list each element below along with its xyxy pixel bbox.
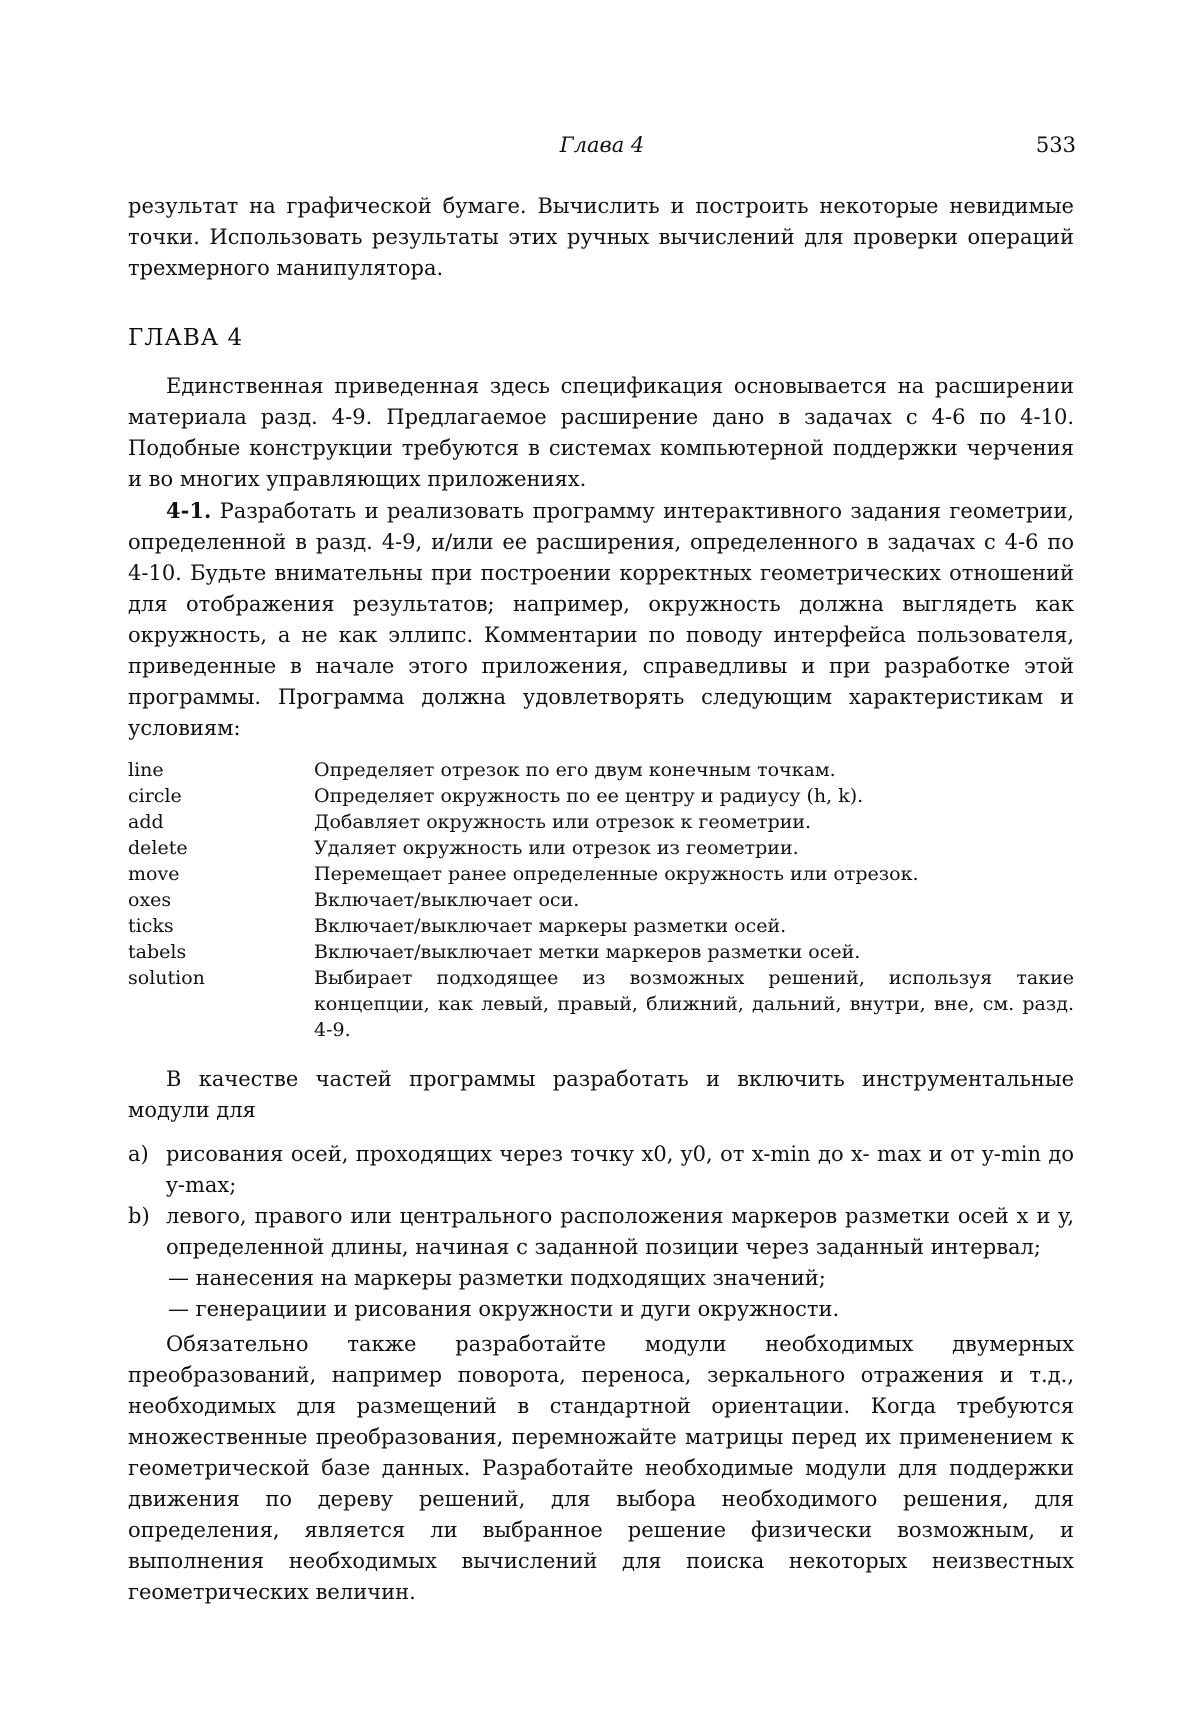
spec-paragraph: Единственная приведенная здесь спецификация основывается на расширении материала разд. 4-9. Предлагаемое расширение дано в задачах с 4-6 по 4-10. Подобные конструкции требуются в системах компьютерной поддержки черчения и во многих управляющих приложениях. (128, 374, 1074, 491)
command-description: Включает/выключает маркеры разметки осей. (314, 915, 787, 937)
table-row (128, 835, 1074, 861)
command-description: Удаляет окружность или отрезок из геометрии. (314, 837, 799, 859)
command-description: Добавляет окружность или отрезок к геометрии. (314, 811, 812, 833)
running-title: Глава 4 (559, 133, 645, 157)
table-row (128, 757, 1074, 783)
table-row (128, 965, 1074, 1043)
list-item-a (128, 1139, 1074, 1201)
table-row (128, 861, 1074, 887)
command-name: tabels (128, 941, 187, 963)
list-item-b (128, 1201, 1074, 1263)
page-number: 533 (1035, 133, 1076, 157)
command-name: solution (128, 967, 205, 989)
command-name: delete (128, 837, 188, 859)
table-row (128, 809, 1074, 835)
module-list (128, 1139, 1074, 1325)
chapter-heading: ГЛАВА 4 (128, 325, 244, 351)
command-name: line (128, 759, 164, 781)
command-description: Определяет отрезок по его двум конечным точкам. (314, 759, 836, 781)
intro-text: результат на графической бумаге. Вычислить и построить некоторые невидимые точки. Использовать результаты этих ручных вычислений для проверки операций трехмерного манипулятора. (128, 194, 1074, 280)
modules-text: В качестве частей программы разработать и включить инструментальные модули для (128, 1067, 1074, 1122)
command-description: Включает/выключает оси. (314, 889, 580, 911)
table-row (128, 913, 1074, 939)
exercise-paragraph (128, 495, 1074, 744)
running-header (128, 130, 1076, 160)
table-row (128, 783, 1074, 809)
intro-paragraph (128, 191, 1074, 284)
commands-table (128, 757, 1074, 1043)
list-text-b: левого, правого или центрального расположения маркеров разметки осей x и y, определенной длины, начиная с заданной позиции через заданный интервал; (166, 1204, 1074, 1259)
command-description: Включает/выключает метки маркеров разметки осей. (314, 941, 861, 963)
table-row (128, 887, 1074, 913)
list-text-a: рисования осей, проходящих через точку x0, y0, от x-min до x- max и от y-min до y-max; (166, 1142, 1074, 1197)
command-description: Выбирает подходящее из возможных решений, используя такие концепции, как левый, правый, ближний, дальний, внутри, вне, см. разд. 4-9. (314, 967, 1074, 1041)
command-name: oxes (128, 889, 172, 911)
list-label-a: a) (128, 1142, 149, 1166)
command-description: Определяет окружность по ее центру и радиусу (h, k). (314, 785, 864, 807)
command-name: ticks (128, 915, 174, 937)
exercise-text: Разработать и реализовать программу интерактивного задания геометрии, определенной в разд. 4-9, и/или ее расширения, определенного в задачах с 4-6 по 4-10. Будьте внимательны при построении корректных геометрических отношений для отображения результатов; например, окружность должна выглядеть как окружность, а не как эллипс. Комментарии по поводу интерфейса пользователя, приведенные в начале этого приложения, справедливы и при разработке этой программы. Программа должна удовлетворять следующим характеристикам и условиям: (128, 499, 1074, 740)
command-name: move (128, 863, 180, 885)
modules-paragraph (128, 1064, 1074, 1126)
list-dash-item-2: — генерациии и рисования окружности и дуги окружности. (168, 1297, 840, 1321)
command-name: circle (128, 785, 182, 807)
exercise-number: 4-1. (166, 498, 212, 523)
command-name: add (128, 811, 164, 833)
final-paragraph (128, 1329, 1074, 1608)
final-text: Обязательно также разработайте модули необходимых двумерных преобразований, например поворота, переноса, зеркального отражения и т.д., необходимых для размещений в стандартной ориентации. Когда требуются множественные преобразования, перемножайте матрицы перед их применением к геометрической базе данных. Разработайте необходимые модули для поддержки движения по дереву решений, для выбора необходимого решения, для определения, является ли выбранное решение физически возможным, и выполнения необходимых вычислений для поиска некоторых неизвестных геометрических величин. (128, 1332, 1074, 1604)
command-description: Перемещает ранее определенные окружность или отрезок. (314, 863, 919, 885)
list-label-b: b) (128, 1204, 150, 1228)
main-section (128, 371, 1074, 744)
table-row (128, 939, 1074, 965)
list-dash-item-1: — нанесения на маркеры разметки подходящих значений; (168, 1266, 826, 1290)
